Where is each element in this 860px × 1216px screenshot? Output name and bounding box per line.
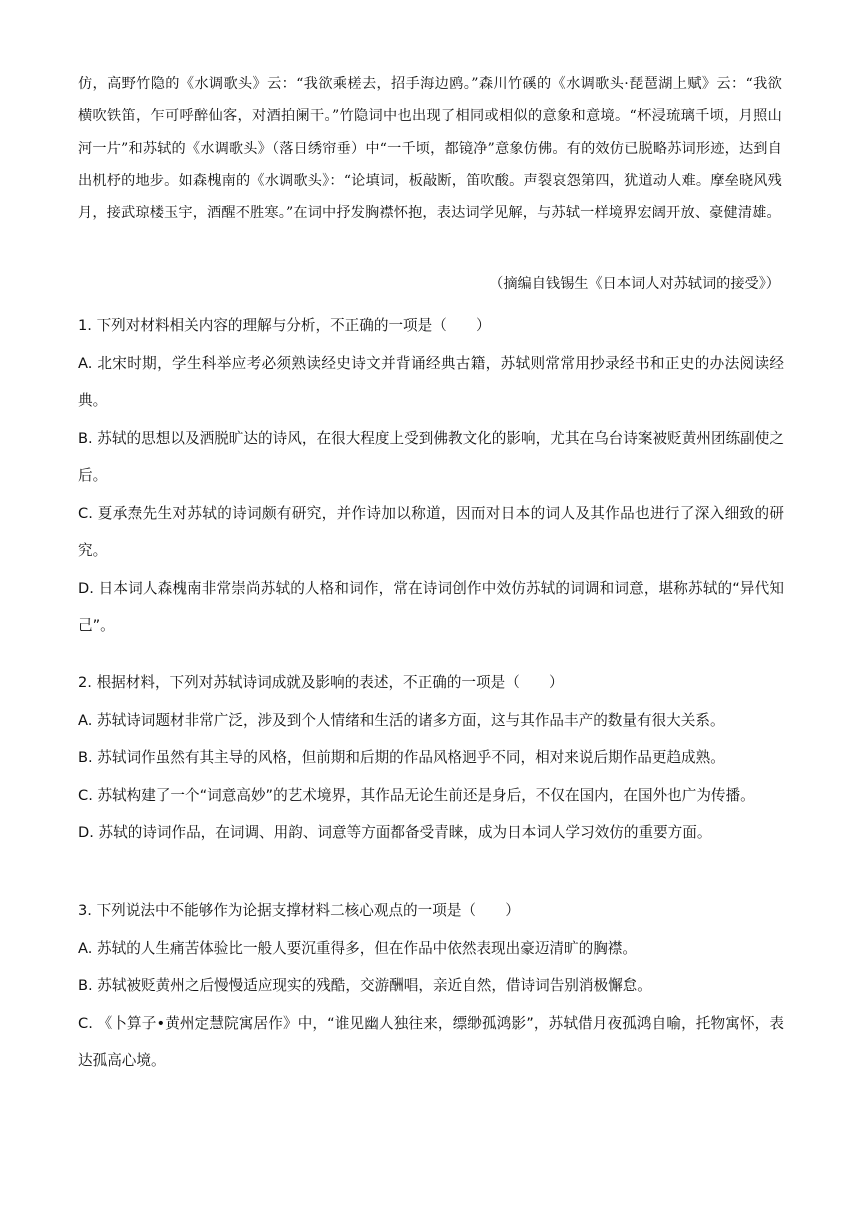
option-b: B. 苏轼被贬黄州之后慢慢适应现实的残酷，交游酬唱，亲近自然，借诗词告别消极懈怠。 [78, 977, 652, 994]
option-d: D. 日本词人森槐南非常崇尚苏轼的人格和词作，常在诗词创作中效仿苏轼的词调和词意，堪称苏轼的“异代知己”。 [78, 579, 784, 634]
option-c: C. 《卜算子•黄州定慧院寓居作》中，“谁见幽人独往来，缥缈孤鸿影”，苏轼借月夜孤鸿自喻，托物寓怀，表达孤高心境。 [78, 1014, 784, 1069]
option-c: C. 夏承焘先生对苏轼的诗词颇有研究，并作诗加以称道，因而对日本的词人及其作品也进行了深入细致的研究。 [78, 504, 784, 559]
passage-source: （摘编自钱锡生《日本词人对苏轼词的接受》） [489, 276, 780, 292]
option-a: A. 北宋时期，学生科举应考必须熟读经史诗文并背诵经典古籍，苏轼则常常用抄录经书和正史的办法阅读经典。 [78, 354, 784, 409]
question-stem: 1. 下列对材料相关内容的理解与分析，不正确的一项是（ ） [78, 317, 491, 334]
option-a: A. 苏轼诗词题材非常广泛，涉及到个人情绪和生活的诸多方面，这与其作品丰产的数量有很大关系。 [78, 711, 725, 729]
option-b: B. 苏轼词作虽然有其主导的风格，但前期和后期的作品风格迥乎不同，相对来说后期作品更趋成熟。 [78, 749, 725, 766]
question-stem: 3. 下列说法中不能够作为论据支撑材料二核心观点的一项是（ ） [78, 902, 520, 919]
question-2 [78, 664, 784, 852]
option-c: C. 苏轼构建了一个“词意高妙”的艺术境界，其作品无论生前还是身后，不仅在国内，在国外也广为传播。 [78, 786, 755, 804]
question-stem: 2. 根据材料，下列对苏轼诗词成就及影响的表述，不正确的一项是（ ） [78, 674, 564, 691]
option-a: A. 苏轼的人生痛苦体验比一般人要沉重得多，但在作品中依然表现出豪迈清旷的胸襟。 [78, 939, 637, 957]
option-d: D. 苏轼的诗词作品，在词调、用韵、词意等方面都备受青睐，成为日本词人学习效仿的重要方面。 [78, 824, 712, 841]
passage-text: 仿，高野竹隐的《水调歌头》云：“我欲乘槎去，招手海边鸥。”森川竹磎的《水调歌头·琵琶湖上赋》云：“我欲横吹铁笛，乍可呼醉仙客，对酒拍阑干。”竹隐词中也出现了相同或相似的意象和意境。“杯浸琉璃千顷，月照山河一片”和苏轼的《水调歌头》（落日绣帘垂）中“一千顷，都镜净”意象仿佛。有的效仿已脱略苏词形迹，达到自出机杼的地步。如森槐南的《水调歌头》：“论填词，板敲断，笛吹酸。声裂哀怨第四，犹道动人难。摩垒晓风残月，接武琼楼玉宇，酒醒不胜寒。”在词中抒发胸襟怀抱，表达词学见解，与苏轼一样境界宏阔开放、豪健清雄。 [78, 76, 782, 222]
question-1 [78, 307, 784, 645]
question-3 [78, 892, 784, 1080]
option-b: B. 苏轼的思想以及洒脱旷达的诗风，在很大程度上受到佛教文化的影响，尤其在乌台诗案被贬黄州团练副使之后。 [78, 429, 784, 484]
